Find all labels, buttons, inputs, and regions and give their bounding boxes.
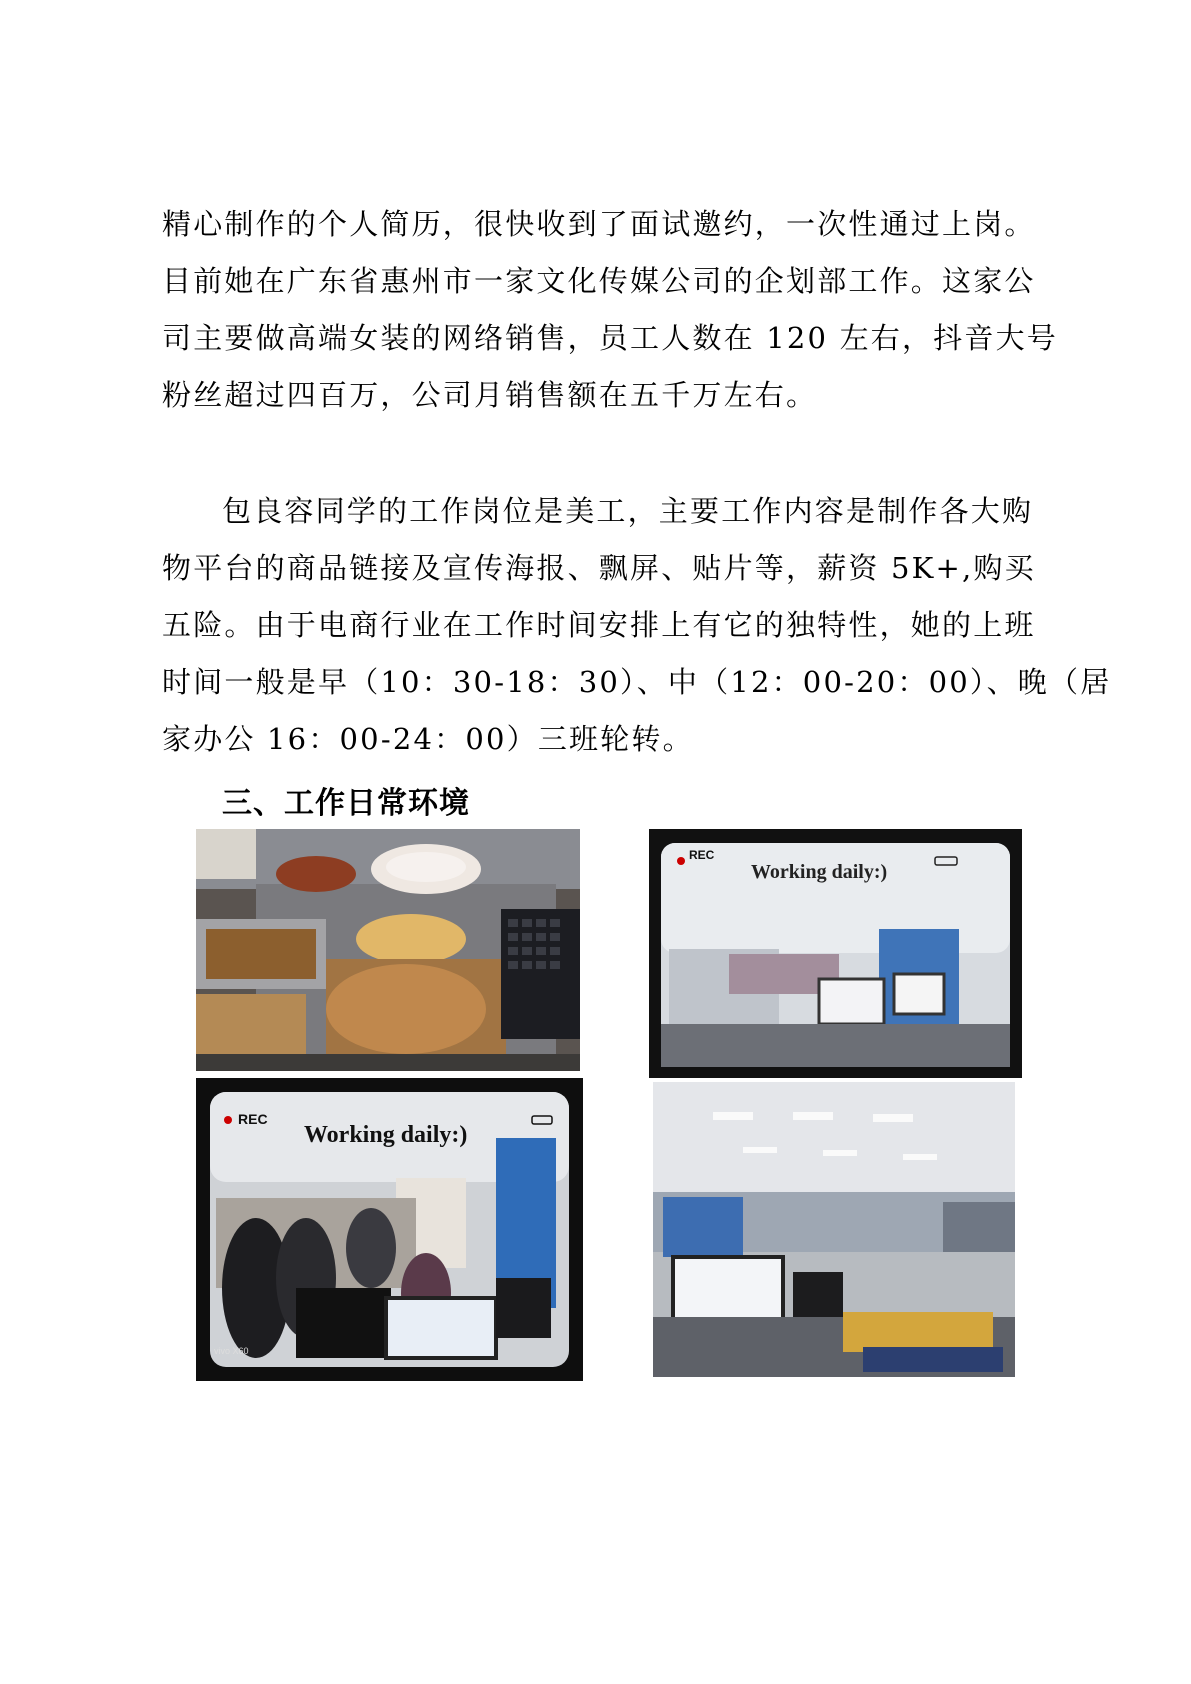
rec-label: REC xyxy=(238,1111,268,1127)
text-line: 精心制作的个人简历，很快收到了面试邀约，一次性通过上岗。 xyxy=(162,207,1036,241)
rec-label: REC xyxy=(689,848,715,862)
text-line: 目前她在广东省惠州市一家文化传媒公司的企划部工作。这家公 xyxy=(162,264,1036,298)
text-line: 司主要做高端女装的网络销售，员工人数在 120 左右，抖音大号 xyxy=(162,321,1058,355)
section-heading: 三、工作日常环境 xyxy=(222,786,470,821)
text-line: 五险。由于电商行业在工作时间安排上有它的独特性，她的上班 xyxy=(162,608,1036,642)
office-photo-rec-1 xyxy=(649,829,1022,1078)
text-line: 时间一般是早（10：30-18：30）、中（12：00-20：00）、晚（居 xyxy=(162,665,1112,699)
camera-watermark: vivo X60 xyxy=(214,1346,249,1356)
text-line: 物平台的商品链接及宣传海报、飘屏、贴片等，薪资 5K+,购买 xyxy=(162,551,1036,585)
paragraph-job-intro xyxy=(162,196,1058,424)
open-office-photo xyxy=(653,1082,1015,1377)
text-line: 包良容同学的工作岗位是美工，主要工作内容是制作各大购 xyxy=(222,494,1034,528)
working-daily-caption: Working daily:) xyxy=(751,861,888,883)
paragraph-job-duties xyxy=(162,483,1112,768)
food-photo xyxy=(196,829,580,1071)
text-line: 粉丝超过四百万，公司月销售额在五千万左右。 xyxy=(162,378,818,412)
office-photo-rec-2 xyxy=(196,1078,583,1381)
working-daily-caption: Working daily:) xyxy=(304,1122,468,1148)
text-line: 家办公 16：00-24：00）三班轮转。 xyxy=(162,722,694,756)
